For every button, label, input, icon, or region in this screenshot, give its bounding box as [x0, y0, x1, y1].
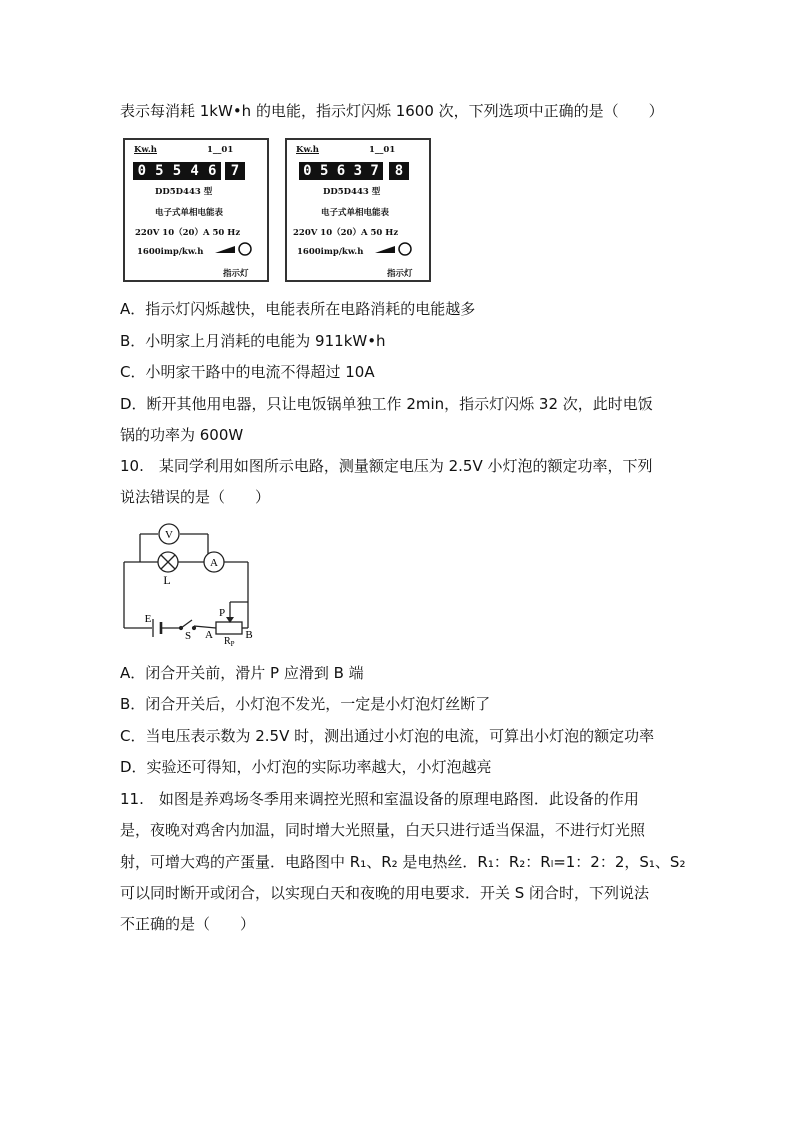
meter-reading [299, 162, 383, 180]
voltmeter-label: V [165, 529, 173, 541]
switch-icon [179, 620, 195, 630]
indicator-lamp-icon [215, 241, 255, 257]
meter-digit: 3 [353, 163, 362, 179]
question-10-stem: 10. 某同学利用如图所示电路，测量额定电压为 2.5V 小灯泡的额定功率，下列 [120, 457, 653, 475]
question-11-stem-3: 射，可增大鸡的产蛋量．电路图中 R₁、R₂ 是电热丝．R₁：R₂：Rₗ=1：2：2，S₁、S₂ [120, 853, 686, 871]
q9-option-d: D．断开其他用电器，只让电饭锅单独工作 2min，指示灯闪烁 32 次，此时电饭 [120, 395, 653, 413]
q10-option-b: B．闭合开关后，小灯泡不发光，一定是小灯泡灯丝断了 [120, 695, 491, 713]
q9-option-c: C．小明家干路中的电流不得超过 10A [120, 363, 375, 381]
meter-digit: 5 [319, 163, 329, 179]
circuit-diagram [118, 518, 258, 648]
ammeter-label: A [210, 557, 218, 569]
meter-unit: Kw.h [296, 145, 319, 155]
meter-indicator-label: 指示灯 [223, 269, 249, 279]
terminal-b-label: B [245, 629, 253, 641]
meter-spec: 220V 10（20）A 50 Hz [135, 228, 241, 238]
meter-date: 1__01 [369, 145, 396, 155]
lamp-label: L [163, 573, 171, 587]
slider-label: P [218, 607, 226, 619]
meter-imp: 1600imp/kw.h [137, 247, 204, 257]
meter-spec: 220V 10（20）A 50 Hz [293, 228, 399, 238]
question-9-stem: 表示每消耗 1kW•h 的电能，指示灯闪烁 1600 次，下列选项中正确的是（ ） [120, 102, 664, 120]
battery-label: E [144, 613, 152, 625]
meter-imp: 1600imp/kw.h [297, 247, 364, 257]
rheostat-label: $R_P$ [224, 636, 235, 648]
meter-digit: 4 [190, 163, 199, 179]
meter-decimal-digit: 8 [389, 162, 409, 180]
meter-date: 1__01 [207, 145, 234, 155]
meter-digit: 6 [336, 163, 346, 179]
meter-reading [133, 162, 221, 180]
question-10-stem-cont: 说法错误的是（ ） [120, 488, 271, 506]
battery-icon [153, 619, 161, 637]
meter-indicator-label: 指示灯 [387, 269, 413, 279]
meter-digit: 5 [155, 163, 164, 179]
meter-digit: 5 [172, 163, 182, 179]
meter-digit: 0 [137, 163, 147, 179]
q10-option-a: A．闭合开关前，滑片 P 应滑到 B 端 [120, 664, 364, 682]
question-11-stem: 11. 如图是养鸡场冬季用来调控光照和室温设备的原理电路图．此设备的作用 [120, 790, 639, 808]
q9-option-a: A．指示灯闪烁越快，电能表所在电路消耗的电能越多 [120, 300, 476, 318]
q10-option-d: D．实验还可得知，小灯泡的实际功率越大，小灯泡越亮 [120, 758, 492, 776]
meter-digit: 0 [303, 163, 312, 179]
question-11-stem-5: 不正确的是（ ） [120, 915, 256, 933]
indicator-lamp-icon [375, 241, 415, 257]
question-11-stem-2: 是，夜晚对鸡舍内加温，同时增大光照量，白天只进行适当保温，不进行灯光照 [120, 821, 646, 839]
meter-digit: 6 [207, 163, 217, 179]
meter-name: 电子式单相电能表 [321, 208, 390, 218]
meter-unit: Kw.h [134, 145, 157, 155]
meter-decimal-digit: 7 [225, 162, 245, 180]
switch-label: S [184, 630, 192, 642]
q9-option-d-cont: 锅的功率为 600W [120, 426, 244, 444]
lamp-icon [158, 552, 178, 572]
q10-option-c: C．当电压表示数为 2.5V 时，测出通过小灯泡的电流，可算出小灯泡的额定功率 [120, 727, 655, 745]
terminal-a-label: A [205, 629, 213, 641]
meter-model: DD5D443 型 [323, 187, 381, 197]
meter-digit: 7 [370, 163, 379, 179]
question-11-stem-4: 可以同时断开或闭合，以实现白天和夜晚的用电要求．开关 S 闭合时，下列说法 [120, 884, 650, 902]
electric-meter-before [123, 138, 269, 282]
meter-model: DD5D443 型 [155, 187, 213, 197]
q9-option-b: B．小明家上月消耗的电能为 911kW•h [120, 332, 386, 350]
meter-name: 电子式单相电能表 [155, 208, 224, 218]
rheostat-icon [216, 617, 242, 634]
electric-meter-after [285, 138, 431, 282]
